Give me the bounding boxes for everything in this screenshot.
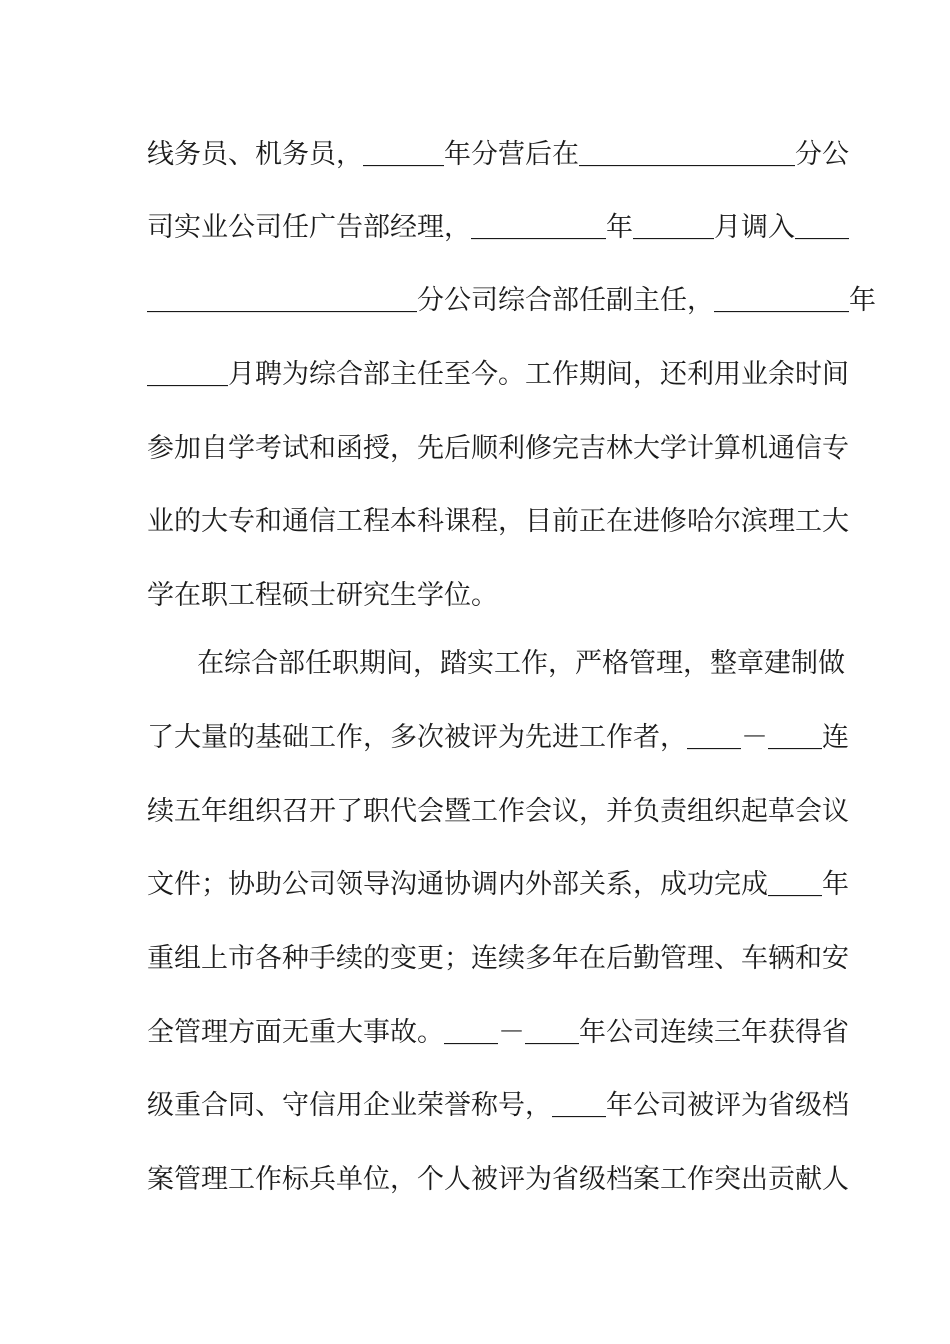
- text-line: 全管理方面无重大事故。＿＿－＿＿年公司连续三年获得省: [147, 1017, 849, 1048]
- text-line: 续五年组织召开了职代会暨工作会议，并负责组织起草会议: [147, 796, 849, 827]
- text-line: 了大量的基础工作，多次被评为先进工作者，＿＿－＿＿连: [147, 722, 849, 753]
- text-line: 重组上市各种手续的变更；连续多年在后勤管理、车辆和安: [147, 943, 849, 974]
- text-line: 参加自学考试和函授，先后顺利修完吉林大学计算机通信专: [147, 433, 849, 464]
- paragraph-start-line: 在综合部任职期间，踏实工作，严格管理，整章建制做: [197, 648, 845, 679]
- text-line: 文件；协助公司领导沟通协调内外部关系，成功完成＿＿年: [147, 869, 849, 900]
- text-line: 线务员、机务员，＿＿＿年分营后在＿＿＿＿＿＿＿＿分公: [147, 139, 849, 170]
- text-line: 级重合同、守信用企业荣誉称号，＿＿年公司被评为省级档: [147, 1090, 849, 1121]
- text-line: 司实业公司任广告部经理，＿＿＿＿＿年＿＿＿月调入＿＿: [147, 212, 849, 243]
- text-line: 业的大专和通信工程本科课程，目前正在进修哈尔滨理工大: [147, 506, 849, 537]
- text-line: ＿＿＿月聘为综合部主任至今。工作期间，还利用业余时间: [147, 359, 849, 390]
- text-line: 案管理工作标兵单位，个人被评为省级档案工作突出贡献人: [147, 1164, 849, 1195]
- text-line: ＿＿＿＿＿＿＿＿＿＿分公司综合部任副主任，＿＿＿＿＿年: [147, 285, 876, 316]
- paragraph-end-line: 学在职工程硕士研究生学位。: [147, 580, 498, 611]
